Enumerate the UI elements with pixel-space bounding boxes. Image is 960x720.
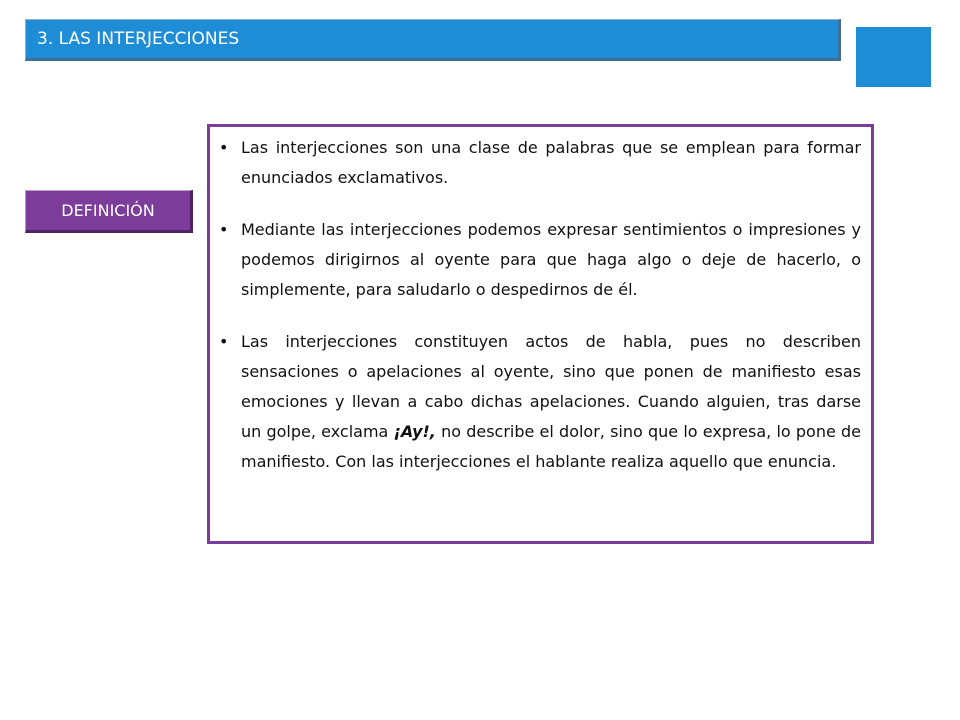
corner-square-decoration — [856, 27, 931, 87]
bullet-item-1 — [218, 133, 861, 193]
definition-label — [25, 190, 193, 233]
bullet-item-2 — [218, 215, 861, 305]
definition-label-text: DEFINICIÓN — [61, 201, 155, 220]
bullet-text-3-after: no describe el dolor, sino que lo expresa, lo pone de manifiesto. Con las interjecciones el hablante realiza aquello que enuncia. — [241, 422, 862, 471]
bullet-item-3 — [218, 327, 861, 477]
definition-content-box — [207, 124, 874, 544]
bullet-list — [218, 133, 861, 477]
bullet-text-3-emphasis: ¡Ay!, — [393, 422, 436, 441]
slide-title: 3. LAS INTERJECCIONES — [37, 29, 240, 49]
bullet-text-1: Las interjecciones son una clase de palabras que se emplean para formar enunciados exclamativos. — [241, 138, 861, 187]
bullet-text-3-before: Las interjecciones constituyen actos de habla, pues no describen sensaciones o apelaciones al oyente, sino que ponen de manifiesto esas emociones y llevan a cabo dichas apelaciones. Cuando alguien, tras darse un golpe, exclama — [241, 332, 861, 441]
bullet-text-2: Mediante las interjecciones podemos expresar sentimientos o impresiones y podemos dirigirnos al oyente para que haga algo o deje de hacerlo, o simplemente, para saludarlo o despedirnos de él. — [241, 220, 861, 299]
title-bar — [25, 19, 841, 61]
